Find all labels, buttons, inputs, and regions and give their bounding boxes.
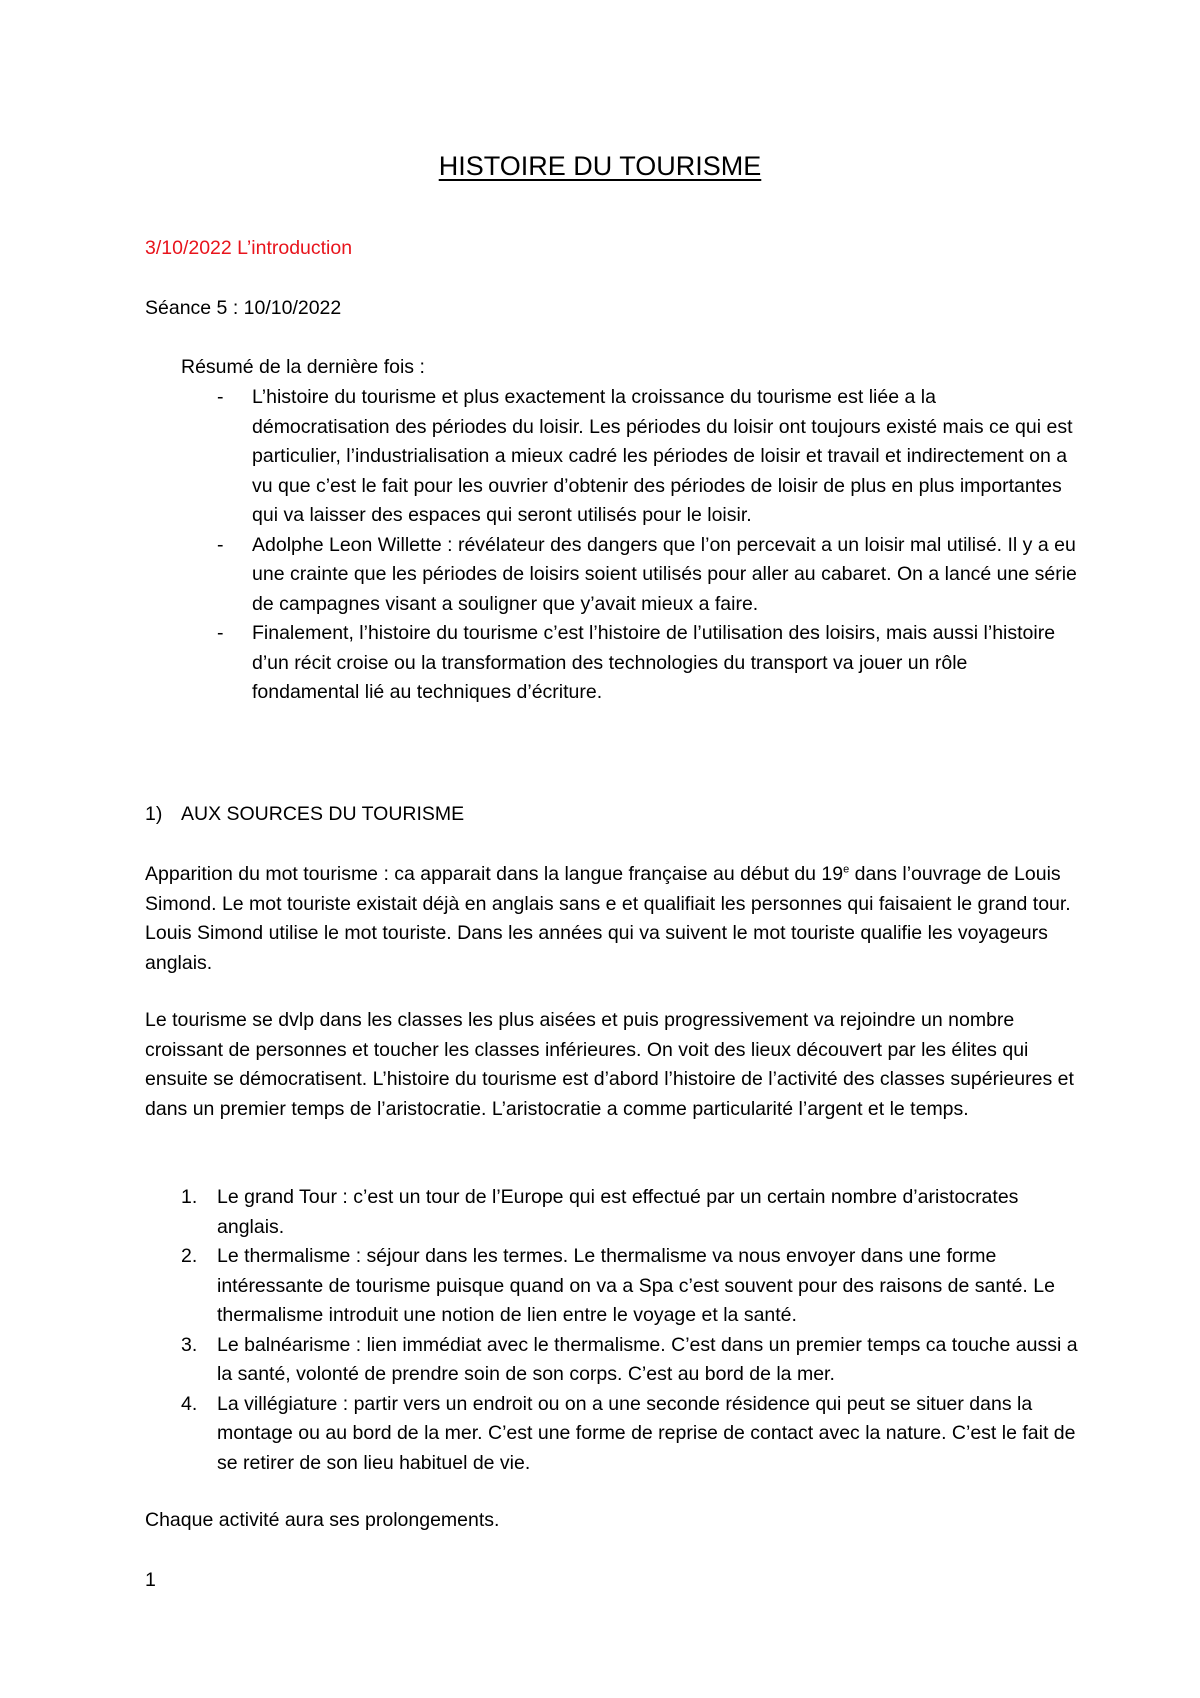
dash-bullet: -	[217, 386, 224, 408]
list-item-text: Finalement, l’histoire du tourisme c’est l’histoire de l’utilisation des loisirs, mais aussi l’histoire d’un récit croise ou la transformation des technologies du transport va jouer un rôle fondamental lié au techniques d’écriture.	[252, 622, 1056, 703]
section-heading	[145, 800, 464, 830]
list-item	[217, 383, 1077, 531]
paragraph-text: dans l’ouvrage de Louis Simond. Le mot touriste existait déjà en anglais sans e et qualifiait les personnes qui faisaient le grand tour. Louis Simond utilise le mot touriste. Dans les années qui va suivent le mot touriste qualifie les voyageurs anglais.	[145, 863, 1071, 974]
list-number: 4.	[181, 1392, 198, 1415]
page-title-text: HISTOIRE DU TOURISME	[438, 151, 762, 181]
list-item-text: Le grand Tour : c’est un tour de l’Europe qui est effectué par un certain nombre d’aristocrates anglais.	[217, 1186, 1019, 1238]
list-item	[181, 1331, 1081, 1390]
numbered-list	[181, 1183, 1081, 1478]
list-item	[181, 1242, 1081, 1331]
intro-date: 3/10/2022 L’introduction	[145, 237, 353, 259]
seance-heading: Séance 5 : 10/10/2022	[145, 297, 342, 319]
list-item-text: La villégiature : partir vers un endroit ou on a une seconde résidence qui peut se situer dans la montage ou au bord de la mer. C’est une forme de reprise de contact avec la nature. C’est le fait de se retirer de son lieu habituel de vie.	[217, 1392, 1076, 1474]
paragraph-social-classes: Le tourisme se dvlp dans les classes les plus aisées et puis progressivement va rejoindre un nombre croissant de personnes et toucher les classes inférieures. On voit des lieux découvert par les élites qui ensuite se démocratisent. L’histoire du tourisme est d’abord l’histoire de l’activité des classes supérieures et dans un premier temps de l’aristocratie. L’aristocratie a comme particularité l’argent et le temps.	[145, 1009, 1074, 1120]
list-item	[217, 531, 1077, 620]
list-item	[217, 619, 1077, 708]
section-title: AUX SOURCES DU TOURISME	[181, 803, 465, 825]
list-item-text: Le thermalisme : séjour dans les termes. Le thermalisme va nous envoyer dans une forme intéressante de tourisme puisque quand on va a Spa c’est souvent pour des raisons de santé. Le thermalisme introduit une notion de lien entre le voyage et la santé.	[217, 1245, 1055, 1326]
paragraph-text: Apparition du mot tourisme : ca apparait dans la langue française au début du 19	[145, 863, 844, 885]
list-item-text: L’histoire du tourisme et plus exactement la croissance du tourisme est liée a la démocratisation des périodes du loisir. Les périodes du loisir ont toujours existé mais ce qui est particulier, l’industrialisation a mieux cadré les périodes de loisir et travail et indirectement on a vu que c’est le fait pour les ouvrier d’obtenir des périodes de loisir de plus en plus importantes qui va laisser des espaces qui seront utilisés pour le loisir.	[252, 386, 1073, 526]
list-item	[181, 1183, 1081, 1242]
section-number: 1)	[145, 803, 163, 825]
superscript: e	[843, 863, 850, 876]
resume-list	[217, 383, 1077, 708]
list-item	[181, 1390, 1081, 1479]
resume-title: Résumé de la dernière fois :	[181, 356, 425, 378]
list-item-text: Le balnéarisme : lien immédiat avec le thermalisme. C’est dans un premier temps ca touche aussi a la santé, volonté de prendre soin de son corps. C’est au bord de la mer.	[217, 1333, 1078, 1385]
page-number: 1	[145, 1569, 156, 1591]
list-number: 3.	[181, 1333, 198, 1356]
dash-bullet: -	[217, 533, 224, 556]
list-number: 2.	[181, 1245, 198, 1267]
list-number: 1.	[181, 1186, 198, 1208]
list-item-text: Adolphe Leon Willette : révélateur des dangers que l’on percevait a un loisir mal utilisé. Il y a eu une crainte que les périodes de loisirs soient utilisés pour aller au cabaret. On a lancé une série de campagnes visant a souligner que y’avait mieux a faire.	[252, 533, 1077, 615]
closing-line: Chaque activité aura ses prolongements.	[145, 1509, 500, 1531]
paragraph-word-origin	[145, 860, 1075, 978]
page-title	[0, 148, 1200, 184]
dash-bullet: -	[217, 622, 224, 644]
